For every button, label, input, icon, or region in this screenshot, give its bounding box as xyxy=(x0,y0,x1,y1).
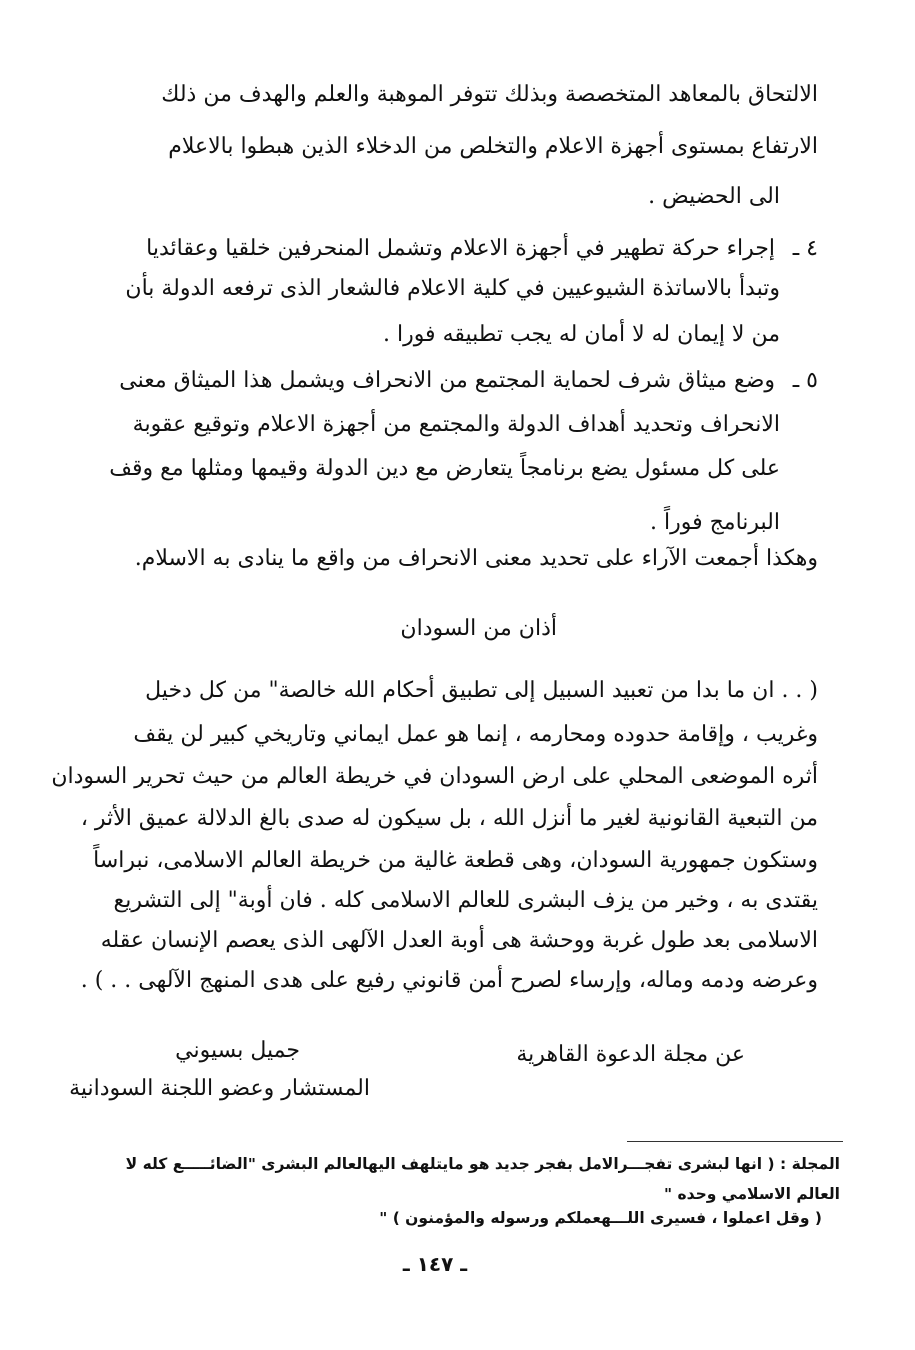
section-title: أذان من السودان xyxy=(400,616,557,641)
conclusion-line: وهكذا أجمعت الآراء على تحديد معنى الانحراف من واقع ما ينادى به الاسلام. xyxy=(134,546,818,571)
quote-line-3: أثره الموضعى المحلي على ارض السودان في خريطة العالم من حيث تحرير السودان xyxy=(51,764,818,789)
quote-line-2: وغريب ، وإقامة حدوده ومحارمه ، إنما هو عمل ايماني وتاريخي كبير لن يقف xyxy=(133,722,818,747)
signature-title: المستشار وعضو اللجنة السودانية xyxy=(69,1076,370,1101)
quote-line-8: وعرضه ودمه وماله، وإرساء لصرح أمن قانوني رفيع على هدى المنهج الآلهى . . ) . xyxy=(80,968,818,993)
item-4-number: ٤ ـ xyxy=(792,236,818,261)
source-citation: عن مجلة الدعوة القاهرية xyxy=(516,1042,745,1067)
quote-line-7: الاسلامى بعد طول غربة ووحشة هى أوبة العدل الآلهى الذى يعصم الإنسان عقله xyxy=(100,928,818,953)
item-5-number: ٥ ـ xyxy=(792,368,818,393)
quote-line-5: وستكون جمهورية السودان، وهى قطعة غالية من خريطة العالم الاسلامى، نبراساً xyxy=(93,848,818,873)
item-5-line-3: على كل مسئول يضع برنامجاً يتعارض مع دين الدولة وقيمها ومثلها مع وقف xyxy=(109,456,780,481)
item-4-line-3: من لا إيمان له لا أمان له يجب تطبيقه فورا . xyxy=(382,322,780,347)
item-4-line-2: وتبدأ بالاساتذة الشيوعيين في كلية الاعلام فالشعار الذى ترفعه الدولة بأن xyxy=(125,276,780,301)
item-5-line-4: البرنامج فوراً . xyxy=(649,510,780,535)
body-line-1: الالتحاق بالمعاهد المتخصصة وبذلك تتوفر الموهبة والعلم والهدف من ذلك xyxy=(161,82,818,107)
footnote-divider xyxy=(627,1141,843,1142)
item-4-line-1: إجراء حركة تطهير في أجهزة الاعلام وتشمل المنحرفين خلقيا وعقائديا xyxy=(146,236,775,261)
quote-line-1: ( . . ان ما بدا من تعبيد السبيل إلى تطبيق أحكام الله خالصة" من كل دخيل xyxy=(145,678,818,703)
footnote-line-2: العالم الاسلامي وحده " xyxy=(664,1185,840,1203)
footnote-line-3: ( وقل اعملوا ، فسيرى اللـــهعملكم ورسوله والمؤمنون ) " xyxy=(379,1209,822,1227)
quote-line-4: من التبعية القانونية لغير ما أنزل الله ، بل سيكون له صدى بالغ الدلالة عميق الأثر ، xyxy=(80,806,818,831)
page-number: ـ ١٤٧ ـ xyxy=(402,1252,468,1276)
body-line-3: الى الحضيض . xyxy=(648,184,780,209)
item-5-line-1: وضع ميثاق شرف لحماية المجتمع من الانحراف ويشمل هذا الميثاق معنى xyxy=(119,368,775,393)
body-line-2: الارتفاع بمستوى أجهزة الاعلام والتخلص من الدخلاء الذين هبطوا بالاعلام xyxy=(168,134,818,159)
footnote-line-1: المجلة : ( انها لبشرى تفجـــرالامل بفجر جديد هو مايتلهف اليهالعالم البشرى "الضائـــــع كله لا xyxy=(125,1155,840,1173)
signature-name: جميل بسيوني xyxy=(175,1038,300,1063)
quote-line-6: يقتدى به ، وخير من يزف البشرى للعالم الاسلامى كله . فان أوبة" إلى التشريع xyxy=(113,888,818,913)
item-5-line-2: الانحراف وتحديد أهداف الدولة والمجتمع من أجهزة الاعلام وتوقيع عقوبة xyxy=(132,412,780,437)
